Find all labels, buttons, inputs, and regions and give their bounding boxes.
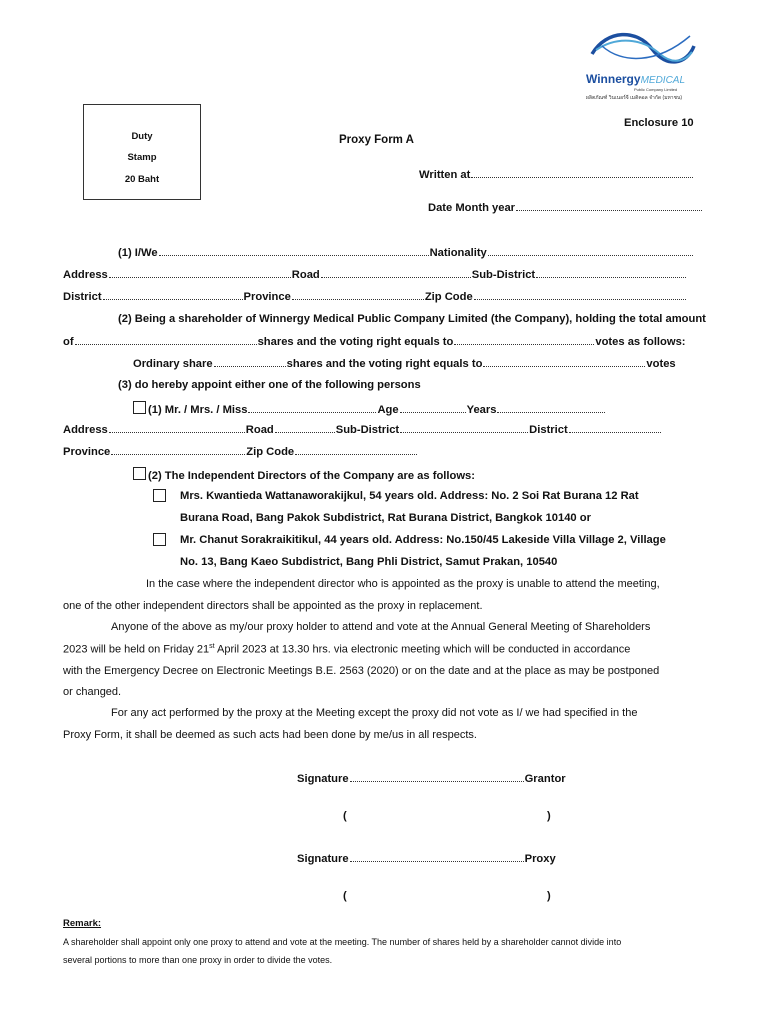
- para1-line-a: In the case where the independent director who is appointed as the proxy is unable to attend the meeting,: [146, 578, 660, 590]
- option-1-checkbox[interactable]: [133, 401, 146, 414]
- grantor-name-close: ): [547, 810, 551, 822]
- logo-subtitle: Public Company Limited: [634, 87, 678, 92]
- proxy-address-line-2[interactable]: Province Zip Code: [63, 445, 418, 458]
- logo-swoosh-icon: [582, 24, 700, 74]
- para3-line-b: Proxy Form, it shall be deemed as such acts had been done by me/us in all respects.: [63, 729, 477, 741]
- appoint-statement: (3) do hereby appoint either one of the following persons: [118, 379, 421, 391]
- stamp-line-3: 20 Baht: [124, 174, 160, 185]
- logo-thai-name: ผลิตภัณฑ์ วินเนอร์จี เมดิคอล จำกัด (มหาชน): [586, 95, 683, 101]
- proxy-name-close: ): [547, 890, 551, 902]
- proxy-name-open: (: [343, 890, 347, 902]
- remark-line-b: several portions to more than one proxy in order to divide the votes.: [63, 955, 333, 965]
- proxy-address-line-1[interactable]: Address Road Sub-District District: [63, 423, 662, 436]
- remark-title: Remark:: [63, 918, 102, 929]
- iwe-field[interactable]: (1) I/We Nationality: [118, 246, 694, 259]
- proxy-option-2[interactable]: (2) The Independent Directors of the Company are as follows:: [133, 467, 475, 482]
- shareholder-statement: (2) Being a shareholder of Winnergy Medical Public Company Limited (the Company), holding the total amount: [118, 313, 706, 325]
- ordinary-shares-field[interactable]: Ordinary share shares and the voting right equals to votes: [133, 358, 676, 370]
- option-2-checkbox[interactable]: [133, 467, 146, 480]
- stamp-line-1: Duty: [131, 131, 153, 142]
- director-1-line-b: Burana Road, Bang Pakok Subdistrict, Rat Burana District, Bangkok 10140 or: [180, 512, 591, 524]
- form-title: Proxy Form A: [339, 134, 414, 146]
- company-logo: [582, 24, 700, 104]
- para2-line-c: with the Emergency Decree on Electronic Meetings B.E. 2563 (2020) or on the date and at the place as may be postponed: [63, 665, 660, 677]
- director-1-line-a: Mrs. Kwantieda Wattanaworakijkul, 54 years old. Address: No. 2 Soi Rat Burana 12 Rat: [180, 490, 639, 502]
- para2-line-d: or changed.: [63, 686, 122, 698]
- address-line-2[interactable]: District Province Zip Code: [63, 290, 687, 303]
- address-line-1[interactable]: Address Road Sub-District: [63, 268, 687, 281]
- director-2-checkbox[interactable]: [153, 533, 168, 548]
- date-field[interactable]: Date Month year: [428, 201, 703, 214]
- grantor-signature-field[interactable]: Signature Grantor: [297, 773, 566, 785]
- total-shares-field[interactable]: of shares and the voting right equals to votes as follows:: [63, 336, 686, 348]
- para2-line-a: Anyone of the above as my/our proxy holder to attend and vote at the Annual General Meeting of Shareholders: [111, 621, 651, 633]
- para2-line-b: 2023 will be held on Friday 21st April 2023 at 13.30 hrs. via electronic meeting which will be conducted in accordance: [63, 643, 631, 656]
- proxy-signature-field[interactable]: Signature Proxy: [297, 853, 556, 865]
- logo-brand: WinnergyMEDICAL: [586, 72, 686, 86]
- stamp-line-2: Stamp: [127, 152, 157, 163]
- written-at-field[interactable]: Written at: [419, 168, 694, 181]
- para3-line-a: For any act performed by the proxy at the Meeting except the proxy did not vote as I/ we had specified in the: [111, 707, 638, 719]
- director-2-line-a: Mr. Chanut Sorakraikitikul, 44 years old. Address: No.150/45 Lakeside Villa Village 2, Village: [180, 534, 666, 546]
- enclosure-label: Enclosure 10: [624, 117, 694, 129]
- para1-line-b: one of the other independent directors shall be appointed as the proxy in replacement.: [63, 600, 483, 612]
- remark-line-a: A shareholder shall appoint only one proxy to attend and vote at the meeting. The number of shares held by a shareholder cannot divide into: [63, 937, 622, 947]
- grantor-name-open: (: [343, 810, 347, 822]
- director-2-line-b: No. 13, Bang Kaeo Subdistrict, Bang Phli District, Samut Prakan, 10540: [180, 556, 558, 568]
- duty-stamp-box: [83, 104, 201, 200]
- director-1-checkbox[interactable]: [153, 489, 168, 504]
- proxy-option-1[interactable]: (1) Mr. / Mrs. / Miss Age Years: [133, 401, 606, 416]
